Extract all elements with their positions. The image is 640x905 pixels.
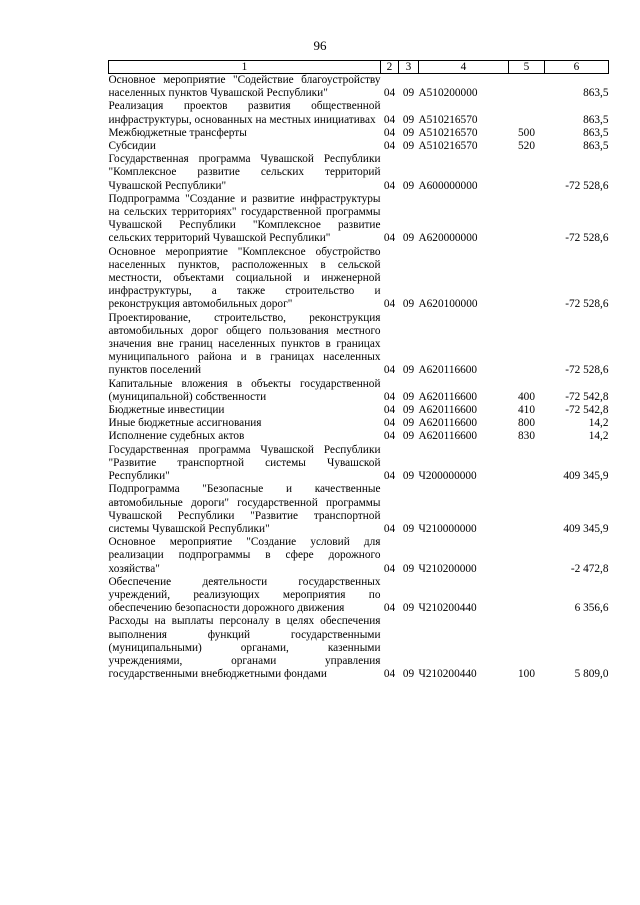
table-row <box>109 615 609 681</box>
row-expense-type <box>509 536 545 576</box>
row-section-code: 04 <box>383 87 396 100</box>
row-section-code: 04 <box>383 113 396 126</box>
column-header-2: 2 <box>381 61 399 74</box>
row-name: Расходы на выплаты персоналу в целях обеспечения выполнения функций государственными (муниципальными) органами, казенными учреждениями, органами управления государственными внебюджетными фондами <box>108 615 381 681</box>
row-amount: 409 345,9 <box>563 522 609 535</box>
table-row <box>109 127 609 140</box>
row-subsection-code: 09 <box>402 562 415 575</box>
row-target-article: А620116600 <box>418 417 478 430</box>
table-row <box>109 444 609 484</box>
table-row <box>109 576 609 616</box>
row-subsection-code: 09 <box>402 470 415 483</box>
row-name: Подпрограмма "Создание и развитие инфраструктуры на сельских территориях" государственной программы Чувашской Республики "Комплексное развитие сельских территорий Чувашской Республики" <box>108 192 381 245</box>
row-amount: -72 528,6 <box>565 232 609 245</box>
row-subsection-code: 09 <box>402 668 415 681</box>
table-header-row <box>109 61 609 74</box>
row-amount: -72 542,8 <box>565 390 609 403</box>
row-expense-type: 100 <box>518 668 535 681</box>
row-amount: -72 528,6 <box>565 298 609 311</box>
row-subsection-code: 09 <box>402 113 415 126</box>
row-name: Иные бюджетные ассигнования <box>108 417 262 430</box>
row-subsection-code: 09 <box>402 179 415 192</box>
row-subsection-code: 09 <box>402 140 415 153</box>
row-section-code: 04 <box>383 298 396 311</box>
column-header-5: 5 <box>509 61 545 74</box>
row-section-code: 04 <box>383 364 396 377</box>
row-section-code: 04 <box>383 602 396 615</box>
row-section-code: 04 <box>383 522 396 535</box>
row-section-code: 04 <box>383 417 396 430</box>
row-expense-type <box>509 444 545 484</box>
row-subsection-code: 09 <box>402 87 415 100</box>
row-section-code: 04 <box>383 126 396 139</box>
column-header-3: 3 <box>399 61 419 74</box>
row-name: Государственная программа Чувашской Республики "Развитие транспортной системы Чувашской Республики" <box>108 443 381 483</box>
row-expense-type <box>509 576 545 616</box>
row-name: Исполнение судебных актов <box>108 430 245 443</box>
row-section-code: 04 <box>383 470 396 483</box>
row-expense-type <box>509 312 545 378</box>
row-target-article: А620116600 <box>418 364 478 377</box>
row-subsection-code: 09 <box>402 364 415 377</box>
row-target-article: Ч210000000 <box>418 522 477 535</box>
row-name: Субсидии <box>108 140 156 153</box>
row-name: Проектирование, строительство, реконструкция автомобильных дорог общего пользования местного значения вне границ населенных пунктов в границах муниципального района и в границах населенных пунктов поселений <box>108 311 381 377</box>
row-expense-type: 500 <box>518 126 535 139</box>
table-row <box>109 312 609 378</box>
row-expense-type <box>509 483 545 536</box>
row-amount: 863,5 <box>583 87 609 100</box>
row-amount: 6 356,6 <box>574 602 609 615</box>
row-name: Капитальные вложения в объекты государственной (муниципальной) собственности <box>108 377 381 403</box>
row-name: Основное мероприятие "Комплексное обустройство населенных пунктов, расположенных в сельской местности, объектами социальной и инженерной инфраструктуры, а также строительство и реконструкция автомобильных дорог" <box>108 245 381 311</box>
row-amount: -72 542,8 <box>565 404 609 417</box>
table-row <box>109 140 609 153</box>
row-amount: 14,2 <box>588 430 609 443</box>
row-expense-type: 830 <box>518 430 535 443</box>
row-name: Бюджетные инвестиции <box>108 404 225 417</box>
row-amount: 5 809,0 <box>574 668 609 681</box>
table-row <box>109 153 609 193</box>
row-subsection-code: 09 <box>402 522 415 535</box>
row-section-code: 04 <box>383 390 396 403</box>
row-section-code: 04 <box>383 179 396 192</box>
row-section-code: 04 <box>383 140 396 153</box>
row-target-article: А510200000 <box>418 87 478 100</box>
row-target-article: А620116600 <box>418 404 478 417</box>
row-subsection-code: 09 <box>402 602 415 615</box>
row-target-article: А620116600 <box>418 430 478 443</box>
table-row <box>109 417 609 430</box>
row-subsection-code: 09 <box>402 390 415 403</box>
row-subsection-code: 09 <box>402 404 415 417</box>
row-amount: -2 472,8 <box>570 562 609 575</box>
row-name: Межбюджетные трансферты <box>108 126 247 139</box>
row-expense-type <box>509 193 545 246</box>
row-subsection-code: 09 <box>402 417 415 430</box>
table-row <box>109 404 609 417</box>
row-target-article: А620100000 <box>418 298 478 311</box>
row-amount: 863,5 <box>583 126 609 139</box>
row-subsection-code: 09 <box>402 232 415 245</box>
table-row <box>109 193 609 246</box>
table-row <box>109 536 609 576</box>
row-subsection-code: 09 <box>402 298 415 311</box>
row-target-article: Ч210200440 <box>418 668 477 681</box>
row-expense-type: 800 <box>518 417 535 430</box>
table-row <box>109 430 609 443</box>
row-expense-type: 520 <box>518 140 535 153</box>
column-header-1: 1 <box>109 61 381 74</box>
row-expense-type <box>509 100 545 126</box>
row-target-article: А620000000 <box>418 232 478 245</box>
row-section-code: 04 <box>383 562 396 575</box>
row-section-code: 04 <box>383 404 396 417</box>
budget-table <box>108 60 609 681</box>
row-subsection-code: 09 <box>402 126 415 139</box>
row-target-article: А600000000 <box>418 179 478 192</box>
table-row <box>109 378 609 404</box>
row-amount: 409 345,9 <box>563 470 609 483</box>
row-expense-type: 400 <box>518 390 535 403</box>
row-expense-type <box>509 153 545 193</box>
table-row <box>109 74 609 101</box>
row-name: Подпрограмма "Безопасные и качественные автомобильные дороги" государственной программы Чувашской Республики "Развитие транспортной системы Чувашской Республики" <box>108 483 381 535</box>
row-name: Реализация проектов развития общественной инфраструктуры, основанных на местных инициативах <box>108 100 381 126</box>
page-number: 96 <box>313 38 327 53</box>
row-amount: -72 528,6 <box>565 179 609 192</box>
row-amount: 863,5 <box>583 140 609 153</box>
row-expense-type <box>509 246 545 312</box>
row-amount: 14,2 <box>588 417 609 430</box>
row-target-article: Ч200000000 <box>418 470 477 483</box>
table-row <box>109 100 609 126</box>
row-expense-type: 410 <box>518 404 535 417</box>
row-expense-type <box>509 74 545 101</box>
row-subsection-code: 09 <box>402 430 415 443</box>
row-target-article: А510216570 <box>418 113 478 126</box>
row-name: Основное мероприятие "Содействие благоустройству населенных пунктов Чувашской Республики" <box>108 74 381 100</box>
row-target-article: Ч210200440 <box>418 602 477 615</box>
row-target-article: Ч210200000 <box>418 562 477 575</box>
row-section-code: 04 <box>383 232 396 245</box>
table-row <box>109 246 609 312</box>
row-target-article: А620116600 <box>418 390 478 403</box>
table-row <box>109 483 609 536</box>
row-name: Основное мероприятие "Создание условий для реализации подпрограммы в сфере дорожного хозяйства" <box>108 536 381 575</box>
row-name: Государственная программа Чувашской Республики "Комплексное развитие сельских территорий Чувашской Республики" <box>108 153 381 192</box>
row-target-article: А510216570 <box>418 126 478 139</box>
row-section-code: 04 <box>383 430 396 443</box>
row-amount: 863,5 <box>583 113 609 126</box>
row-amount: -72 528,6 <box>565 364 609 377</box>
row-target-article: А510216570 <box>418 140 478 153</box>
table-body <box>109 74 609 682</box>
column-header-4: 4 <box>419 61 509 74</box>
column-header-6: 6 <box>545 61 609 74</box>
row-name: Обеспечение деятельности государственных учреждений, реализующих мероприятия по обеспечению безопасности дорожного движения <box>108 575 381 615</box>
row-section-code: 04 <box>383 668 396 681</box>
